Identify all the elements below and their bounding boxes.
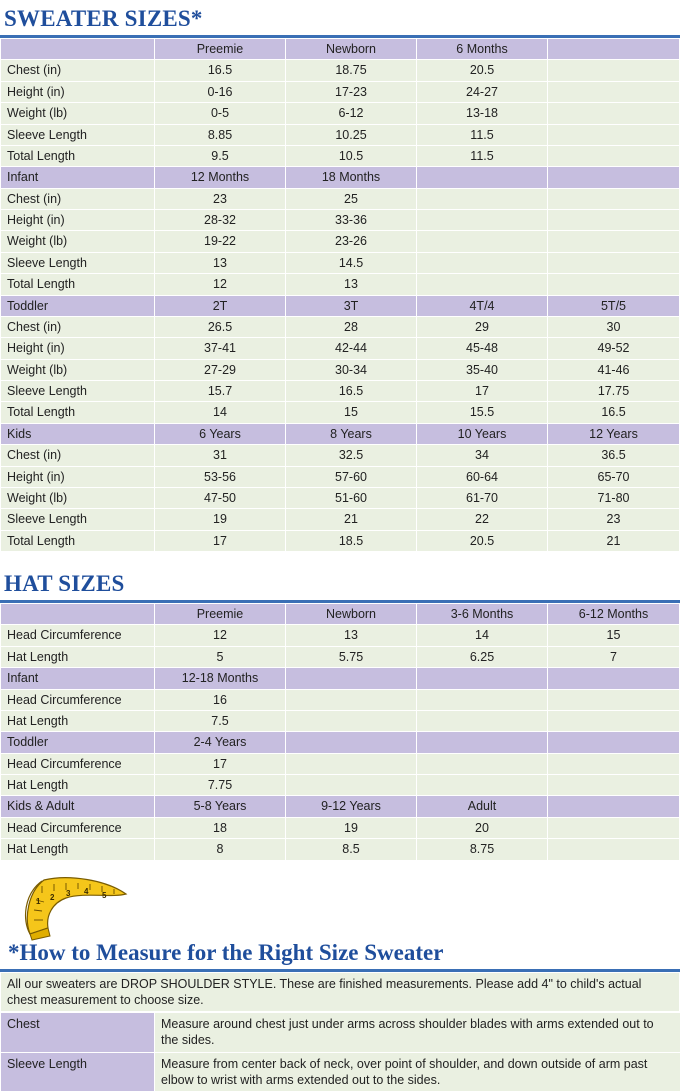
cell-value: 29 <box>417 316 548 337</box>
row-label: Weight (lb) <box>1 103 155 124</box>
svg-text:3: 3 <box>66 889 71 898</box>
cell-value: 11.5 <box>417 124 548 145</box>
row-label: Sleeve Length <box>1 1052 155 1092</box>
table-header-row <box>1 167 680 188</box>
column-header: 6 Years <box>155 423 286 444</box>
cell-value: 16.5 <box>286 381 417 402</box>
cell-value: 23 <box>548 509 680 530</box>
cell-value: 19 <box>155 509 286 530</box>
column-header: Newborn <box>286 39 417 60</box>
row-label: Sleeve Length <box>1 381 155 402</box>
table-header-row <box>1 39 680 60</box>
table-header-row <box>1 604 680 625</box>
section-spacer <box>0 552 680 565</box>
column-header <box>286 732 417 753</box>
cell-value: 18 <box>155 817 286 838</box>
svg-text:2: 2 <box>50 893 55 902</box>
sweater-sizes-title: SWEATER SIZES* <box>0 0 680 35</box>
cell-value <box>548 710 680 731</box>
group-label: Toddler <box>1 295 155 316</box>
row-label: Weight (lb) <box>1 231 155 252</box>
cell-value: 8.75 <box>417 839 548 860</box>
column-header: 12-18 Months <box>155 668 286 689</box>
cell-value: 9.5 <box>155 145 286 166</box>
row-label: Hat Length <box>1 839 155 860</box>
cell-value: 7.5 <box>155 710 286 731</box>
cell-value: 34 <box>417 445 548 466</box>
cell-value <box>286 775 417 796</box>
column-header <box>548 732 680 753</box>
cell-value <box>417 210 548 231</box>
row-label: Hat Length <box>1 710 155 731</box>
cell-value: 8.85 <box>155 124 286 145</box>
column-header: 5T/5 <box>548 295 680 316</box>
cell-value <box>286 710 417 731</box>
column-header: Preemie <box>155 604 286 625</box>
cell-value: 18.75 <box>286 60 417 81</box>
row-label: Height (in) <box>1 466 155 487</box>
sweater-sizes-table <box>0 38 680 552</box>
group-label: Toddler <box>1 732 155 753</box>
column-header: 8 Years <box>286 423 417 444</box>
row-label: Total Length <box>1 145 155 166</box>
column-header: 10 Years <box>417 423 548 444</box>
table-row <box>1 338 680 359</box>
row-label: Chest (in) <box>1 316 155 337</box>
how-to-measure-title: *How to Measure for the Right Size Sweater <box>0 940 680 969</box>
table-row <box>1 817 680 838</box>
row-label: Chest <box>1 1013 155 1053</box>
cell-value: 17 <box>417 381 548 402</box>
cell-value: 14 <box>155 402 286 423</box>
row-label: Hat Length <box>1 646 155 667</box>
cell-value <box>417 753 548 774</box>
group-label: Infant <box>1 668 155 689</box>
table-row <box>1 487 680 508</box>
table-row <box>1 1013 680 1053</box>
cell-value: 0-5 <box>155 103 286 124</box>
row-label: Sleeve Length <box>1 509 155 530</box>
cell-value <box>548 103 680 124</box>
table-row <box>1 103 680 124</box>
cell-value: 8 <box>155 839 286 860</box>
cell-value <box>548 817 680 838</box>
row-label: Chest (in) <box>1 60 155 81</box>
column-header <box>417 668 548 689</box>
cell-value: 5.75 <box>286 646 417 667</box>
table-row <box>1 839 680 860</box>
cell-value: 30 <box>548 316 680 337</box>
row-label: Total Length <box>1 530 155 551</box>
cell-value: 12 <box>155 625 286 646</box>
cell-value: 10.5 <box>286 145 417 166</box>
cell-value: 13 <box>286 625 417 646</box>
table-header-row <box>1 423 680 444</box>
cell-value <box>548 60 680 81</box>
cell-value: 13 <box>155 252 286 273</box>
cell-value: 10.25 <box>286 124 417 145</box>
cell-value: 47-50 <box>155 487 286 508</box>
table-row <box>1 445 680 466</box>
cell-value: 36.5 <box>548 445 680 466</box>
table-row <box>1 60 680 81</box>
column-header: 9-12 Years <box>286 796 417 817</box>
cell-value <box>548 775 680 796</box>
measure-intro-text: All our sweaters are DROP SHOULDER STYLE. These are finished measurements. Please add 4" to child's actual chest measurement to choose size. <box>0 972 680 1013</box>
cell-value: 16.5 <box>155 60 286 81</box>
row-label: Chest (in) <box>1 188 155 209</box>
cell-value: 37-41 <box>155 338 286 359</box>
table-header-row <box>1 668 680 689</box>
table-row <box>1 530 680 551</box>
cell-value <box>548 210 680 231</box>
how-to-measure-table <box>0 1012 680 1092</box>
cell-value: 28-32 <box>155 210 286 231</box>
cell-value <box>417 689 548 710</box>
cell-value <box>548 274 680 295</box>
row-label: Height (in) <box>1 338 155 359</box>
group-label <box>1 604 155 625</box>
table-row <box>1 252 680 273</box>
cell-value: 26.5 <box>155 316 286 337</box>
cell-value: 17.75 <box>548 381 680 402</box>
cell-value: 13-18 <box>417 103 548 124</box>
row-label: Weight (lb) <box>1 487 155 508</box>
column-header: 4T/4 <box>417 295 548 316</box>
cell-value: 5 <box>155 646 286 667</box>
table-row <box>1 381 680 402</box>
cell-value: 49-52 <box>548 338 680 359</box>
cell-value: 13 <box>286 274 417 295</box>
table-header-row <box>1 732 680 753</box>
row-label: Sleeve Length <box>1 252 155 273</box>
cell-value: 21 <box>548 530 680 551</box>
cell-value: 28 <box>286 316 417 337</box>
row-label: Total Length <box>1 402 155 423</box>
cell-value <box>548 188 680 209</box>
table-row <box>1 316 680 337</box>
svg-text:1: 1 <box>36 897 41 906</box>
column-header: 5-8 Years <box>155 796 286 817</box>
row-label: Chest (in) <box>1 445 155 466</box>
hat-sizes-table <box>0 603 680 861</box>
row-label: Height (in) <box>1 81 155 102</box>
table-row <box>1 689 680 710</box>
cell-value: 6-12 <box>286 103 417 124</box>
cell-value: 23-26 <box>286 231 417 252</box>
column-header: 6-12 Months <box>548 604 680 625</box>
cell-value <box>417 274 548 295</box>
group-label: Infant <box>1 167 155 188</box>
table-row <box>1 710 680 731</box>
table-row <box>1 646 680 667</box>
cell-value <box>548 145 680 166</box>
row-label: Sleeve Length <box>1 124 155 145</box>
table-row <box>1 466 680 487</box>
row-label: Head Circumference <box>1 753 155 774</box>
cell-value: 32.5 <box>286 445 417 466</box>
column-header: 6 Months <box>417 39 548 60</box>
column-header: 18 Months <box>286 167 417 188</box>
column-header <box>548 668 680 689</box>
cell-value: 18.5 <box>286 530 417 551</box>
cell-value: 0-16 <box>155 81 286 102</box>
row-label: Hat Length <box>1 775 155 796</box>
cell-value: 17 <box>155 753 286 774</box>
hat-sizes-section <box>0 565 680 861</box>
cell-value: 23 <box>155 188 286 209</box>
cell-value: 21 <box>286 509 417 530</box>
table-row <box>1 124 680 145</box>
table-row <box>1 145 680 166</box>
cell-value <box>286 753 417 774</box>
cell-value: 25 <box>286 188 417 209</box>
column-header <box>548 796 680 817</box>
measure-instruction: Measure around chest just under arms across shoulder blades with arms extended out to the sides. <box>155 1013 680 1053</box>
column-header: Newborn <box>286 604 417 625</box>
cell-value <box>417 231 548 252</box>
cell-value <box>417 188 548 209</box>
column-header <box>417 167 548 188</box>
table-row <box>1 1052 680 1092</box>
row-label: Weight (lb) <box>1 359 155 380</box>
cell-value: 42-44 <box>286 338 417 359</box>
column-header: 3-6 Months <box>417 604 548 625</box>
row-label: Height (in) <box>1 210 155 231</box>
cell-value: 27-29 <box>155 359 286 380</box>
cell-value: 53-56 <box>155 466 286 487</box>
cell-value: 65-70 <box>548 466 680 487</box>
cell-value: 24-27 <box>417 81 548 102</box>
cell-value <box>417 252 548 273</box>
cell-value: 45-48 <box>417 338 548 359</box>
column-header: Adult <box>417 796 548 817</box>
column-header: 12 Months <box>155 167 286 188</box>
row-label: Total Length <box>1 274 155 295</box>
table-row <box>1 210 680 231</box>
cell-value: 31 <box>155 445 286 466</box>
cell-value: 33-36 <box>286 210 417 231</box>
row-label: Head Circumference <box>1 817 155 838</box>
cell-value: 16.5 <box>548 402 680 423</box>
cell-value: 6.25 <box>417 646 548 667</box>
column-header <box>548 167 680 188</box>
cell-value: 20.5 <box>417 530 548 551</box>
cell-value: 20.5 <box>417 60 548 81</box>
column-header: 2T <box>155 295 286 316</box>
table-row <box>1 775 680 796</box>
cell-value: 14 <box>417 625 548 646</box>
cell-value <box>286 689 417 710</box>
cell-value: 15 <box>286 402 417 423</box>
column-header: 2-4 Years <box>155 732 286 753</box>
cell-value: 57-60 <box>286 466 417 487</box>
cell-value: 60-64 <box>417 466 548 487</box>
column-header: Preemie <box>155 39 286 60</box>
column-header <box>548 39 680 60</box>
cell-value <box>548 753 680 774</box>
table-row <box>1 274 680 295</box>
measure-instruction: Measure from center back of neck, over point of shoulder, and down outside of arm past elbow to wrist with arms extended out to the sides. <box>155 1052 680 1092</box>
cell-value: 19-22 <box>155 231 286 252</box>
cell-value: 14.5 <box>286 252 417 273</box>
group-label: Kids <box>1 423 155 444</box>
cell-value <box>548 839 680 860</box>
hat-sizes-title: HAT SIZES <box>0 565 680 600</box>
group-label: Kids & Adult <box>1 796 155 817</box>
cell-value: 41-46 <box>548 359 680 380</box>
cell-value: 17-23 <box>286 81 417 102</box>
cell-value: 8.5 <box>286 839 417 860</box>
column-header <box>417 732 548 753</box>
table-row <box>1 625 680 646</box>
cell-value <box>548 689 680 710</box>
cell-value: 7.75 <box>155 775 286 796</box>
cell-value: 16 <box>155 689 286 710</box>
cell-value: 17 <box>155 530 286 551</box>
cell-value: 71-80 <box>548 487 680 508</box>
how-to-measure-section <box>0 874 680 1092</box>
cell-value: 30-34 <box>286 359 417 380</box>
table-row <box>1 509 680 530</box>
cell-value: 15 <box>548 625 680 646</box>
cell-value <box>548 252 680 273</box>
cell-value: 7 <box>548 646 680 667</box>
cell-value: 61-70 <box>417 487 548 508</box>
cell-value <box>548 124 680 145</box>
section-spacer <box>0 861 680 874</box>
table-row <box>1 402 680 423</box>
table-header-row <box>1 295 680 316</box>
row-label: Head Circumference <box>1 689 155 710</box>
table-header-row <box>1 796 680 817</box>
cell-value: 22 <box>417 509 548 530</box>
tape-measure-icon <box>14 876 134 942</box>
cell-value: 11.5 <box>417 145 548 166</box>
table-row <box>1 81 680 102</box>
cell-value: 12 <box>155 274 286 295</box>
column-header: 12 Years <box>548 423 680 444</box>
column-header: 3T <box>286 295 417 316</box>
svg-text:4: 4 <box>84 887 89 896</box>
cell-value: 15.5 <box>417 402 548 423</box>
cell-value: 51-60 <box>286 487 417 508</box>
cell-value: 20 <box>417 817 548 838</box>
row-label: Head Circumference <box>1 625 155 646</box>
column-header <box>286 668 417 689</box>
table-row <box>1 753 680 774</box>
cell-value <box>417 775 548 796</box>
cell-value: 35-40 <box>417 359 548 380</box>
cell-value <box>417 710 548 731</box>
cell-value <box>548 231 680 252</box>
cell-value: 15.7 <box>155 381 286 402</box>
cell-value: 19 <box>286 817 417 838</box>
svg-text:5: 5 <box>102 891 107 900</box>
table-row <box>1 359 680 380</box>
cell-value <box>548 81 680 102</box>
table-row <box>1 231 680 252</box>
table-row <box>1 188 680 209</box>
group-label <box>1 39 155 60</box>
